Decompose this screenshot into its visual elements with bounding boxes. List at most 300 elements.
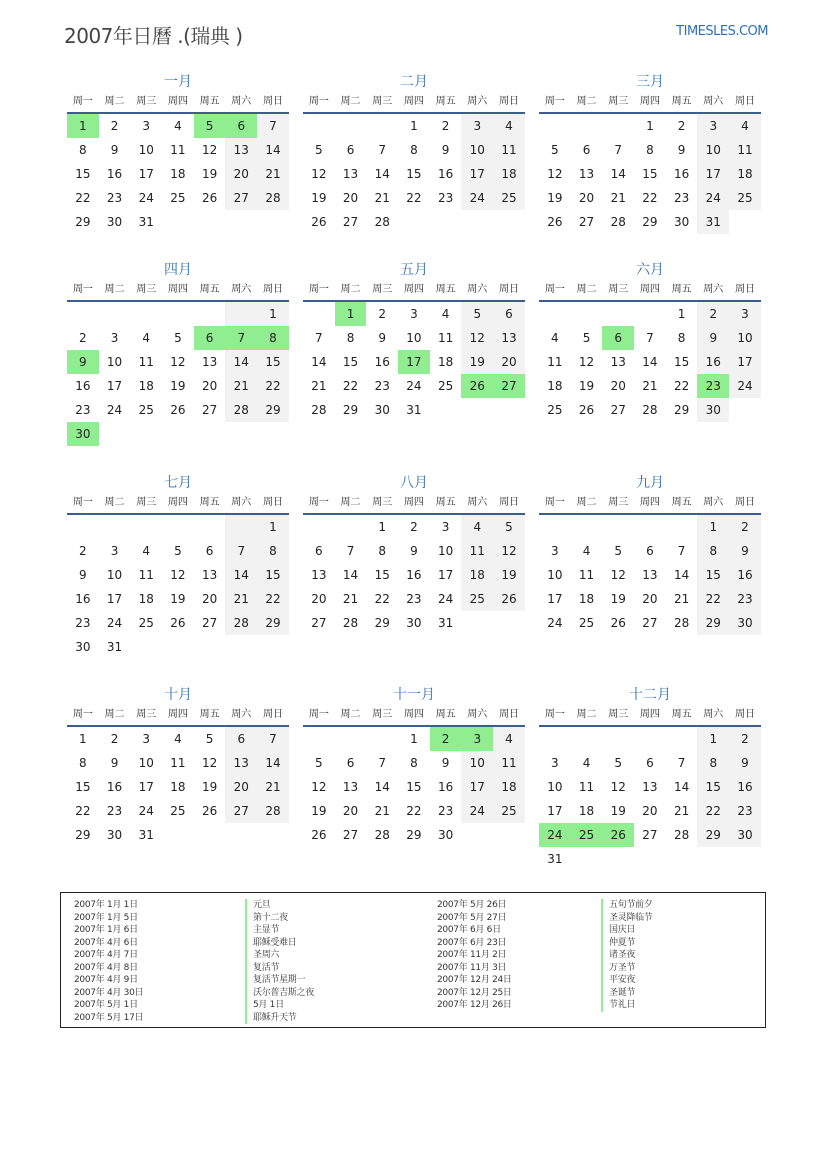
day-cell: 16 — [374, 355, 390, 369]
empty-day-cell — [130, 515, 162, 539]
empty-day-cell — [162, 210, 194, 234]
day-cell: 14 — [225, 350, 257, 374]
day-cell: 13 — [311, 568, 327, 582]
day-cell: 21 — [342, 592, 359, 606]
day-cell: 10 — [547, 780, 563, 794]
day-cell: 9 — [729, 751, 761, 775]
day-cell: 8 — [697, 539, 729, 563]
holiday-name: 5月 1日 — [245, 999, 314, 1012]
day-cell: 11 — [170, 756, 186, 770]
day-cell: 29 — [257, 611, 289, 635]
weekday-label: 周四 — [403, 284, 424, 295]
day-cell: 7 — [646, 331, 654, 345]
day-cell: 4 — [582, 756, 591, 770]
day-cell: 16 — [729, 775, 761, 799]
holiday-name: 第十二夜 — [245, 912, 314, 925]
holiday-date: 2007年 1月 6日 — [74, 925, 138, 935]
empty-day-cell — [666, 515, 698, 539]
empty-day-cell — [194, 823, 226, 847]
empty-day-cell — [571, 515, 603, 539]
weekday-label: 周六 — [231, 709, 252, 720]
day-cell: 24 — [461, 799, 493, 823]
day-cell: 9 — [79, 568, 87, 582]
month-2 — [303, 72, 525, 234]
day-cell: 29 — [342, 403, 359, 417]
day-cell: 23 — [75, 403, 91, 417]
day-cell: 3 — [461, 727, 493, 751]
weekday-header — [539, 92, 761, 114]
day-cell: 13 — [225, 138, 257, 162]
day-cell: 20 — [578, 191, 595, 205]
month-1 — [67, 72, 289, 234]
day-cell: 7 — [257, 727, 289, 751]
day-cell: 6 — [346, 756, 355, 770]
weekday-label: 周一 — [72, 284, 93, 295]
holiday-column-right-name — [601, 899, 653, 1012]
day-cell: 4 — [461, 515, 493, 539]
day-cell: 4 — [174, 732, 182, 746]
month-6 — [539, 260, 761, 422]
weekday-header — [303, 493, 525, 515]
empty-day-cell — [398, 210, 430, 234]
empty-day-cell — [539, 302, 571, 326]
weekday-label: 周一 — [544, 284, 565, 295]
day-cell: 5 — [315, 756, 323, 770]
weekday-label: 周五 — [435, 96, 456, 107]
day-cell: 10 — [138, 756, 154, 770]
day-cell: 3 — [441, 520, 450, 534]
day-cell: 26 — [311, 828, 327, 842]
day-cell: 14 — [225, 563, 257, 587]
day-cell: 14 — [374, 167, 390, 181]
weekday-label: 周五 — [199, 284, 220, 295]
day-cell: 9 — [110, 143, 119, 157]
day-cell: 17 — [106, 379, 123, 393]
day-cell: 2 — [729, 515, 761, 539]
day-cell: 23 — [106, 191, 123, 205]
day-cell: 30 — [437, 828, 454, 842]
day-cell: 6 — [346, 143, 355, 157]
day-cell: 7 — [614, 143, 623, 157]
month-title: 十二月 — [629, 687, 671, 703]
day-cell: 6 — [225, 727, 257, 751]
day-cell: 23 — [374, 379, 390, 393]
weekday-label: 周三 — [136, 497, 157, 508]
day-cell: 21 — [610, 191, 626, 205]
empty-day-cell — [225, 515, 257, 539]
day-cell: 26 — [461, 374, 493, 398]
day-cell: 20 — [225, 162, 257, 186]
day-cell: 2 — [677, 119, 686, 133]
day-cell: 29 — [697, 611, 729, 635]
day-cell: 11 — [437, 331, 454, 345]
day-cell: 27 — [311, 616, 327, 630]
empty-day-cell — [225, 823, 257, 847]
weekday-label: 周一 — [544, 497, 565, 508]
empty-day-cell — [493, 823, 525, 847]
empty-day-cell — [539, 114, 571, 138]
day-cell: 14 — [610, 167, 626, 181]
holiday-name: 仲夏节 — [601, 937, 653, 950]
weekday-label: 周二 — [576, 96, 597, 107]
month-11 — [303, 685, 525, 847]
day-cell: 27 — [225, 186, 257, 210]
day-cell: 18 — [493, 775, 525, 799]
day-cell: 14 — [311, 355, 327, 369]
day-cell: 6 — [493, 302, 525, 326]
empty-day-cell — [303, 114, 335, 138]
day-cell: 21 — [374, 191, 390, 205]
empty-day-cell — [194, 515, 226, 539]
day-cell: 19 — [461, 350, 493, 374]
day-cell: 29 — [642, 215, 658, 229]
day-cell: 5 — [174, 331, 182, 345]
day-cell: 30 — [75, 640, 91, 654]
empty-day-cell — [729, 847, 761, 871]
day-cell: 22 — [257, 587, 289, 611]
day-cell: 21 — [374, 804, 390, 818]
month-title: 二月 — [400, 74, 428, 90]
day-cell: 25 — [461, 587, 493, 611]
empty-day-cell — [99, 302, 131, 326]
day-cell: 7 — [677, 544, 686, 558]
weekday-label: 周五 — [199, 96, 220, 107]
day-cell: 20 — [610, 379, 626, 393]
month-title: 八月 — [400, 475, 428, 491]
holiday-name: 节礼日 — [601, 999, 653, 1012]
day-cell: 3 — [142, 119, 151, 133]
weekday-label: 周四 — [639, 284, 660, 295]
holiday-name: 平安夜 — [601, 974, 653, 987]
weekday-label: 周日 — [734, 709, 755, 720]
empty-day-cell — [571, 727, 603, 751]
day-cell: 5 — [174, 544, 182, 558]
day-cell: 9 — [677, 143, 686, 157]
weekday-label: 周一 — [308, 96, 329, 107]
day-cell: 26 — [170, 616, 186, 630]
day-cell: 13 — [642, 780, 658, 794]
day-cell: 12 — [311, 167, 327, 181]
day-cell: 2 — [441, 119, 450, 133]
weekday-label: 周五 — [199, 709, 220, 720]
weekday-label: 周四 — [403, 497, 424, 508]
day-cell: 15 — [406, 167, 422, 181]
brand-logo-text[interactable]: TIMESLES.COM — [676, 24, 768, 39]
day-cell: 6 — [315, 544, 323, 558]
day-cell: 25 — [437, 379, 454, 393]
month-title: 一月 — [164, 74, 192, 90]
day-cell: 11 — [578, 568, 595, 582]
day-cell: 1 — [697, 727, 729, 751]
day-cell: 8 — [257, 326, 289, 350]
day-cell: 11 — [138, 568, 154, 582]
weekday-label: 周六 — [467, 497, 488, 508]
empty-day-cell — [257, 823, 289, 847]
weekday-label: 周日 — [734, 96, 755, 107]
day-cell: 24 — [697, 186, 729, 210]
day-cell: 23 — [729, 799, 761, 823]
empty-day-cell — [225, 422, 257, 446]
day-cell: 1 — [410, 732, 418, 746]
day-cell: 30 — [106, 215, 123, 229]
weekday-label: 周二 — [104, 709, 125, 720]
weekday-label: 周五 — [199, 497, 220, 508]
day-cell: 12 — [170, 568, 186, 582]
day-cell: 5 — [461, 302, 493, 326]
day-cell: 12 — [461, 326, 493, 350]
weekday-label: 周四 — [639, 96, 660, 107]
holiday-name: 圣灵降临节 — [601, 912, 653, 925]
day-cell: 26 — [311, 215, 327, 229]
day-cell: 10 — [729, 326, 761, 350]
day-cell: 30 — [697, 398, 729, 422]
day-cell: 18 — [437, 355, 454, 369]
day-cell: 26 — [170, 403, 186, 417]
day-cell: 18 — [729, 162, 761, 186]
weekday-label: 周日 — [734, 497, 755, 508]
day-cell: 5 — [614, 756, 623, 770]
empty-day-cell — [430, 210, 462, 234]
day-cell: 4 — [441, 307, 450, 321]
day-cell: 14 — [257, 751, 289, 775]
day-cell: 28 — [225, 611, 257, 635]
day-cell: 3 — [410, 307, 418, 321]
day-cell: 30 — [729, 823, 761, 847]
empty-day-cell — [729, 398, 761, 422]
day-cell: 4 — [729, 114, 761, 138]
holiday-name: 诸圣夜 — [601, 949, 653, 962]
month-3 — [539, 72, 761, 234]
day-cell: 27 — [342, 828, 359, 842]
weekday-label: 周日 — [262, 284, 283, 295]
day-cell: 14 — [673, 568, 690, 582]
day-cell: 18 — [578, 592, 595, 606]
days-grid — [303, 114, 525, 234]
day-cell: 17 — [437, 568, 454, 582]
day-cell: 22 — [257, 374, 289, 398]
day-cell: 4 — [142, 331, 151, 345]
holiday-name: 复活节 — [245, 962, 314, 975]
holiday-date: 2007年 4月 30日 — [74, 987, 144, 998]
day-cell: 28 — [225, 398, 257, 422]
day-cell: 3 — [551, 756, 559, 770]
day-cell: 22 — [642, 191, 658, 205]
month-12 — [539, 685, 761, 871]
weekday-label: 周四 — [167, 497, 188, 508]
empty-day-cell — [602, 515, 634, 539]
day-cell: 19 — [610, 804, 626, 818]
day-cell: 3 — [729, 302, 761, 326]
days-grid — [303, 727, 525, 847]
day-cell: 17 — [138, 167, 154, 181]
weekday-header — [67, 280, 289, 302]
day-cell: 20 — [342, 804, 359, 818]
empty-day-cell — [257, 422, 289, 446]
day-cell: 17 — [398, 350, 430, 374]
day-cell: 13 — [578, 167, 595, 181]
day-cell: 11 — [493, 138, 525, 162]
day-cell: 17 — [138, 780, 154, 794]
day-cell: 11 — [138, 355, 154, 369]
day-cell: 4 — [582, 544, 591, 558]
day-cell: 28 — [673, 828, 690, 842]
day-cell: 31 — [547, 852, 563, 866]
empty-day-cell — [99, 515, 131, 539]
weekday-label: 周一 — [308, 284, 329, 295]
days-grid — [539, 114, 761, 234]
weekday-label: 周日 — [498, 96, 519, 107]
holiday-column-left-name — [245, 899, 314, 1024]
day-cell: 12 — [170, 355, 186, 369]
day-cell: 15 — [697, 775, 729, 799]
day-cell: 18 — [547, 379, 563, 393]
day-cell: 4 — [142, 544, 151, 558]
day-cell: 28 — [610, 215, 626, 229]
day-cell: 16 — [673, 167, 690, 181]
weekday-label: 周五 — [671, 96, 692, 107]
day-cell: 30 — [67, 422, 99, 446]
day-cell: 30 — [406, 616, 422, 630]
days-grid — [67, 302, 289, 446]
day-cell: 11 — [578, 780, 595, 794]
empty-day-cell — [162, 515, 194, 539]
day-cell: 3 — [110, 544, 119, 558]
empty-day-cell — [634, 847, 666, 871]
day-cell: 6 — [646, 544, 654, 558]
weekday-label: 周二 — [576, 709, 597, 720]
weekday-label: 周日 — [262, 96, 283, 107]
day-cell: 17 — [729, 350, 761, 374]
day-cell: 2 — [110, 732, 119, 746]
holiday-name: 耶稣受难日 — [245, 937, 314, 950]
weekday-label: 周二 — [340, 497, 361, 508]
empty-day-cell — [666, 847, 698, 871]
weekday-label: 周三 — [136, 284, 157, 295]
day-cell: 25 — [571, 823, 603, 847]
day-cell: 18 — [138, 592, 154, 606]
day-cell: 24 — [461, 186, 493, 210]
day-cell: 24 — [437, 592, 454, 606]
day-cell: 14 — [342, 568, 359, 582]
day-cell: 5 — [614, 544, 623, 558]
weekday-label: 周五 — [435, 709, 456, 720]
day-cell: 16 — [729, 563, 761, 587]
day-cell: 27 — [201, 403, 218, 417]
weekday-label: 周日 — [262, 709, 283, 720]
weekday-header — [67, 92, 289, 114]
holiday-name: 耶稣升天节 — [245, 1012, 314, 1025]
day-cell: 20 — [342, 191, 359, 205]
empty-day-cell — [162, 823, 194, 847]
day-cell: 3 — [551, 544, 559, 558]
day-cell: 13 — [201, 568, 218, 582]
empty-day-cell — [257, 635, 289, 659]
day-cell: 23 — [437, 191, 454, 205]
day-cell: 8 — [346, 331, 355, 345]
day-cell: 26 — [201, 191, 218, 205]
day-cell: 1 — [410, 119, 418, 133]
day-cell: 27 — [642, 616, 658, 630]
empty-day-cell — [697, 847, 729, 871]
empty-day-cell — [729, 210, 761, 234]
day-cell: 24 — [539, 823, 571, 847]
day-cell: 26 — [201, 804, 218, 818]
holiday-date: 2007年 4月 7日 — [74, 950, 138, 960]
holiday-name: 圣诞节 — [601, 987, 653, 1000]
holiday-date: 2007年 5月 26日 — [437, 900, 507, 910]
weekday-header — [539, 705, 761, 727]
weekday-label: 周一 — [72, 96, 93, 107]
day-cell: 1 — [257, 302, 289, 326]
day-cell: 1 — [677, 307, 686, 321]
day-cell: 15 — [642, 167, 658, 181]
day-cell: 8 — [410, 756, 418, 770]
day-cell: 8 — [677, 331, 686, 345]
day-cell: 3 — [110, 331, 119, 345]
month-title: 七月 — [164, 475, 192, 491]
day-cell: 9 — [441, 143, 450, 157]
day-cell: 30 — [374, 403, 390, 417]
empty-day-cell — [67, 302, 99, 326]
day-cell: 13 — [342, 167, 359, 181]
day-cell: 9 — [110, 756, 119, 770]
day-cell: 23 — [697, 374, 729, 398]
empty-day-cell — [602, 727, 634, 751]
month-9 — [539, 473, 761, 635]
day-cell: 1 — [646, 119, 654, 133]
weekday-label: 周四 — [167, 96, 188, 107]
day-cell: 17 — [697, 162, 729, 186]
day-cell: 18 — [170, 780, 186, 794]
holiday-date: 2007年 6月 6日 — [437, 925, 501, 935]
day-cell: 10 — [138, 143, 154, 157]
day-cell: 22 — [406, 804, 422, 818]
empty-day-cell — [130, 635, 162, 659]
day-cell: 7 — [346, 544, 355, 558]
day-cell: 28 — [311, 403, 327, 417]
day-cell: 22 — [75, 191, 91, 205]
empty-day-cell — [366, 114, 398, 138]
day-cell: 25 — [138, 403, 154, 417]
weekday-label: 周二 — [340, 96, 361, 107]
day-cell: 17 — [547, 804, 563, 818]
day-cell: 30 — [106, 828, 123, 842]
day-cell: 20 — [311, 592, 327, 606]
day-cell: 19 — [170, 379, 186, 393]
holiday-date: 2007年 12月 25日 — [437, 987, 512, 998]
day-cell: 16 — [75, 592, 91, 606]
day-cell: 5 — [551, 143, 559, 157]
month-4 — [67, 260, 289, 446]
weekday-label: 周四 — [639, 709, 660, 720]
day-cell: 18 — [493, 162, 525, 186]
day-cell: 10 — [437, 544, 454, 558]
weekday-label: 周三 — [372, 96, 393, 107]
day-cell: 26 — [493, 587, 525, 611]
weekday-label: 周四 — [167, 709, 188, 720]
day-cell: 19 — [170, 592, 186, 606]
day-cell: 17 — [106, 592, 123, 606]
empty-day-cell — [225, 210, 257, 234]
weekday-label: 周一 — [308, 497, 329, 508]
weekday-label: 周三 — [372, 497, 393, 508]
empty-day-cell — [634, 727, 666, 751]
month-title: 四月 — [164, 262, 192, 278]
day-cell: 16 — [75, 379, 91, 393]
day-cell: 21 — [225, 587, 257, 611]
day-cell: 8 — [410, 143, 418, 157]
day-cell: 31 — [138, 215, 154, 229]
